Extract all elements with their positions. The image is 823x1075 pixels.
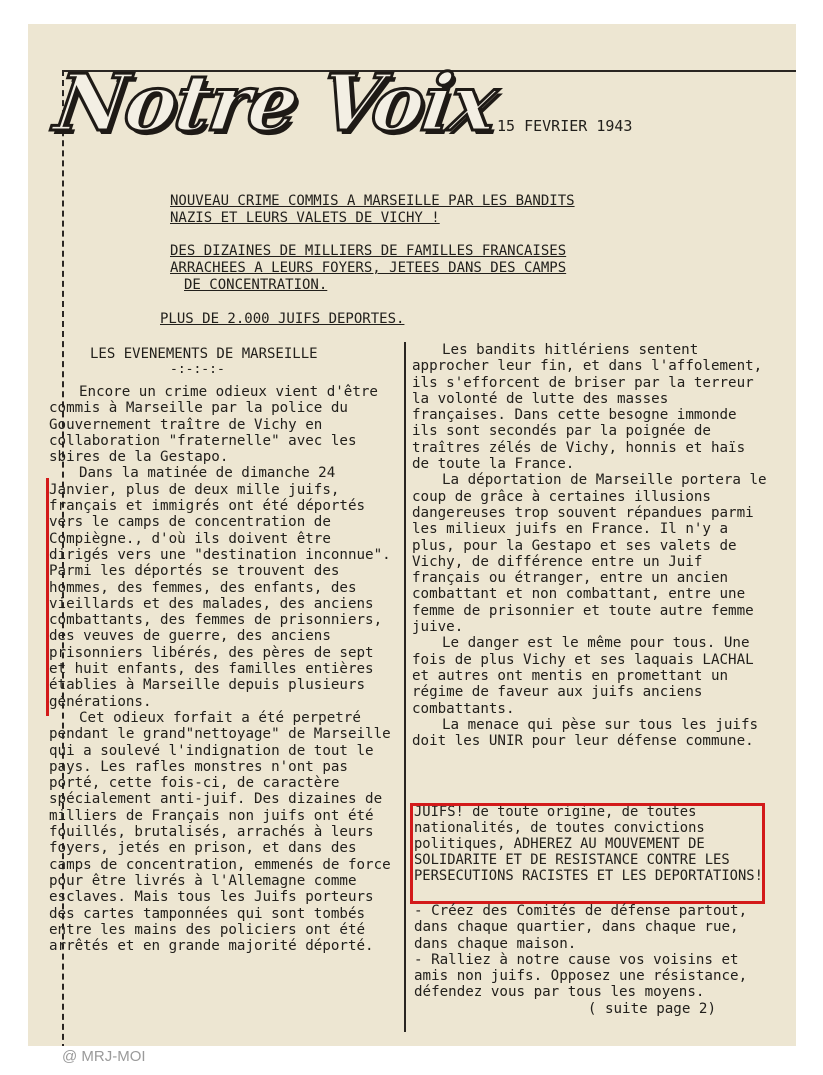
headline-2-line: DE CONCENTRATION. bbox=[184, 277, 328, 293]
call-line: - Ralliez à notre cause vos voisins et amis non juifs. Opposez une résistance, défendez vous par tous les moyens. bbox=[414, 951, 748, 1001]
appeal-box-text bbox=[414, 805, 764, 884]
credit-watermark: @ MRJ-MOI bbox=[62, 1048, 146, 1065]
article-paragraph: La déportation de Marseille portera le coup de grâce à certaines illusions dangereuses trop souvent répandues parmi les milieux juifs en France. Il n'y a plus, pour la Gestapo et ses valets de Vichy, de différence entre un Juif français ou étranger, entre un ancien combattant et non combattant, entre une femme de prisonnier et toute autre femme juive. bbox=[412, 472, 767, 636]
article-paragraph: Le danger est le même pour tous. Une fois de plus Vichy et ses laquais LACHAL et autres ont mentis en promettant un régime de faveur aux juifs anciens combattants. bbox=[412, 635, 754, 717]
issue-date: 15 FEVRIER 1943 bbox=[497, 117, 633, 135]
right-column bbox=[412, 342, 770, 749]
appeal-text: JUIFS! de toute origine, de toutes nationalités, de toutes convictions politiques, ADHEREZ AU MOUVEMENT DE SOLIDARITE ET DE RESISTANCE CONTRE LES PERSECUTIONS RACISTES ET LES DEPORTATIONS! bbox=[414, 804, 763, 884]
article-paragraph: Les bandits hitlériens sentent approcher leur fin, et dans l'affolement, ils s'efforcent de briser par la terreur la volonté de lutte des masses françaises. Dans cette besogne immonde ils sont secondés par la poignée de traîtres zélés de Vichy, honnis et haïs de toute la France. bbox=[412, 342, 763, 473]
left-column bbox=[49, 384, 394, 954]
call-line: - Créez des Comités de défense partout, dans chaque quartier, dans chaque rue, dans chaque maison. bbox=[414, 903, 748, 952]
headline-2-line: ARRACHEES A LEURS FOYERS, JETEES DANS DES CAMPS bbox=[170, 260, 567, 276]
column-divider bbox=[404, 342, 406, 1032]
headline-1-line: NAZIS ET LEURS VALETS DE VICHY ! bbox=[170, 210, 440, 226]
article-paragraph: La menace qui pèse sur tous les juifs doit les UNIR pour leur défense commune. bbox=[412, 716, 759, 750]
masthead-title: Notre Voix bbox=[49, 58, 502, 149]
call-to-action bbox=[414, 903, 766, 1017]
headline-1 bbox=[170, 193, 650, 227]
article-paragraph: Dans la matinée de dimanche 24 Janvier, plus de deux mille juifs, français et immigrés ont été déportés vers le camps de concentration de Compiègne., d'où ils doivent être dirigés vers une "destination inconnue". Parmi les déportés se trouvent des hommes, des femmes, des enfants, des vieillards et des malades, des anciens combattants, des femmes de prisonniers, des veuves de guerre, des anciens prisonniers libérés, des pères de sept et huit enfants, des familles entières établies à Marseille depuis plusieurs générations. bbox=[49, 465, 391, 710]
article-paragraph: Encore un crime odieux vient d'être commis à Marseille par la police du Gouvernement traître de Vichy en collaboration "fraternelle" avec les sbires de la Gestapo. bbox=[49, 384, 378, 466]
section-ornament: -:-:-:- bbox=[170, 362, 225, 377]
headline-2-line: DES DIZAINES DE MILLIERS DE FAMILLES FRANCAISES bbox=[170, 243, 567, 259]
article-paragraph: Cet odieux forfait a été perpetré pendant le grand"nettoyage" de Marseille qui a soulevé l'indignation de tout le pays. Les rafles monstres n'ont pas porté, cette fois-ci, de caractère spécialement anti-juif. Des dizaines de milliers de Français non juifs ont été fouillés, brutalisés, arrachés à leurs foyers, jetés en prison, et dans des camps de concentration, emmenés de force pour être livrés à l'Allemagne comme esclaves. Mais tous les Juifs porteurs des cartes tamponnées qui sont tombés entre les mains des policiers ont été arrêtés et en grande majorité déporté. bbox=[49, 709, 391, 955]
headline-3 bbox=[160, 311, 640, 328]
headline-1-line: NOUVEAU CRIME COMMIS A MARSEILLE PAR LES BANDITS bbox=[170, 193, 575, 209]
continuation-note: ( suite page 2) bbox=[587, 1000, 716, 1017]
headline-2 bbox=[170, 243, 650, 294]
section-title: LES EVENEMENTS DE MARSEILLE bbox=[90, 346, 318, 362]
headline-3-line: PLUS DE 2.000 JUIFS DEPORTES. bbox=[160, 311, 405, 327]
